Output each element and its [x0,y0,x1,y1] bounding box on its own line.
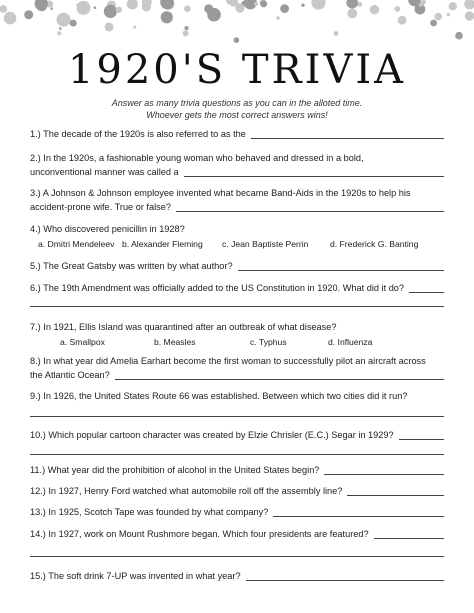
confetti-dot [234,37,240,43]
confetti-dot [184,5,191,12]
answer-line-13[interactable] [273,506,444,517]
question-2: unconventional manner was called a [30,166,444,180]
question-13: 13.) In 1925, Scotch Tape was founded by what company? [30,506,444,520]
question-8-line-1: 8.) In what year did Amelia Earhart become the first woman to successfully pilot an aircraft across [30,356,426,366]
option-7b[interactable]: b. Measles [154,337,196,347]
confetti-dot [447,13,450,16]
answer-line-1[interactable] [251,128,444,139]
option-4a[interactable]: a. Dmitri Mendeleev [38,239,115,249]
question-4-options [38,238,444,250]
answer-line-14[interactable] [374,528,444,539]
confetti-dot [434,13,442,21]
confetti-dot [161,11,173,23]
confetti-dot [280,4,289,13]
confetti-dot [105,23,114,32]
confetti-dot [455,32,463,40]
confetti-dot [0,5,7,13]
option-4c[interactable]: c. Jean Baptiste Perrin [222,239,309,249]
question-8: the Atlantic Ocean? [30,369,444,383]
answer-line-6b[interactable] [30,306,444,307]
question-9: 9.) In 1926, the United States Route 66 was established. Between which two cities did it run? [30,391,408,401]
option-7a[interactable]: a. Smallpox [60,337,105,347]
confetti-dot [465,11,474,20]
answer-line-2[interactable] [184,166,444,177]
confetti-dot [334,31,339,36]
confetti-dot [242,1,247,6]
question-2-line-1: 2.) In the 1920s, a fashionable young woman who behaved and dressed in a bold, [30,153,364,163]
confetti-dot [57,31,61,35]
option-4b[interactable]: b. Alexander Fleming [122,239,203,249]
question-14: 14.) In 1927, work on Mount Rushmore began. Which four presidents are featured? [30,528,444,542]
option-7d[interactable]: d. Influenza [328,337,373,347]
confetti-dot [104,5,117,18]
answer-line-9[interactable] [30,416,444,417]
question-5: 5.) The Great Gatsby was written by what author? [30,260,444,274]
confetti-dot [24,10,33,19]
confetti-dot [430,20,437,27]
confetti-dot [184,26,188,30]
confetti-dot [398,16,407,25]
confetti-dot [276,16,280,20]
confetti-dot [204,4,213,13]
confetti-dot [254,2,258,6]
answer-line-3[interactable] [176,201,444,212]
question-7: 7.) In 1921, Ellis Island was quarantined after an outbreak of what disease? [30,322,337,332]
confetti-dot [449,2,457,10]
confetti-dot [37,1,47,11]
subtitle-line-2: Whoever gets the most correct answers wins! [146,110,328,120]
confetti-dot [301,3,304,6]
confetti-dot [395,6,401,12]
confetti-dot [77,1,91,15]
confetti-dot [183,30,189,36]
confetti-dot [311,0,325,10]
question-3-line-1: 3.) A Johnson & Johnson employee invented what became Band-Aids in the 1920s to help his [30,188,411,198]
answer-line-12[interactable] [347,485,444,496]
confetti-dot [50,7,53,10]
question-12: 12.) In 1927, Henry Ford watched what automobile roll off the assembly line? [30,485,444,499]
confetti-dot [94,6,97,9]
question-7-options [38,336,444,348]
answer-line-10b[interactable] [30,454,444,455]
answer-line-6[interactable] [409,282,444,293]
confetti-dot [370,5,379,14]
answer-line-11[interactable] [324,464,444,475]
question-1: 1.) The decade of the 1920s is also referred to as the [30,128,444,142]
question-11: 11.) What year did the prohibition of alcohol in the United States begin? [30,464,444,478]
confetti-dot [346,0,358,9]
confetti-dot [347,9,357,19]
confetti-dot [464,0,474,9]
question-6: 6.) The 19th Amendment was officially added to the US Constitution in 1920. What did it do? [30,282,444,296]
answer-line-15[interactable] [246,570,444,581]
confetti-dot [57,13,71,27]
option-7c[interactable]: c. Typhus [250,337,287,347]
question-4: 4.) Who discovered penicillin in 1928? [30,224,185,234]
answer-line-5[interactable] [238,260,444,271]
answer-line-14b[interactable] [30,556,444,557]
subtitle-line-1: Answer as many trivia questions as you can in the alloted time. [111,98,363,108]
option-4d[interactable]: d. Frederick G. Banting [330,239,419,249]
question-10: 10.) Which popular cartoon character was created by Elzie Chrisler (E.C.) Segar in 1929? [30,429,444,443]
question-3: accident-prone wife. True or false? [30,201,444,215]
confetti-dot [133,26,136,29]
confetti-dot [4,12,17,25]
question-15: 15.) The soft drink 7-UP was invented in what year? [30,570,444,584]
page-title: 1920'S TRIVIA [67,47,407,93]
confetti-dot [59,27,62,30]
confetti-dot [260,0,267,7]
confetti-dot [76,3,79,6]
confetti-dot [127,0,138,10]
answer-line-10[interactable] [399,429,444,440]
answer-line-8[interactable] [115,369,444,380]
confetti-dot [70,20,77,27]
confetti-dot [116,7,122,13]
